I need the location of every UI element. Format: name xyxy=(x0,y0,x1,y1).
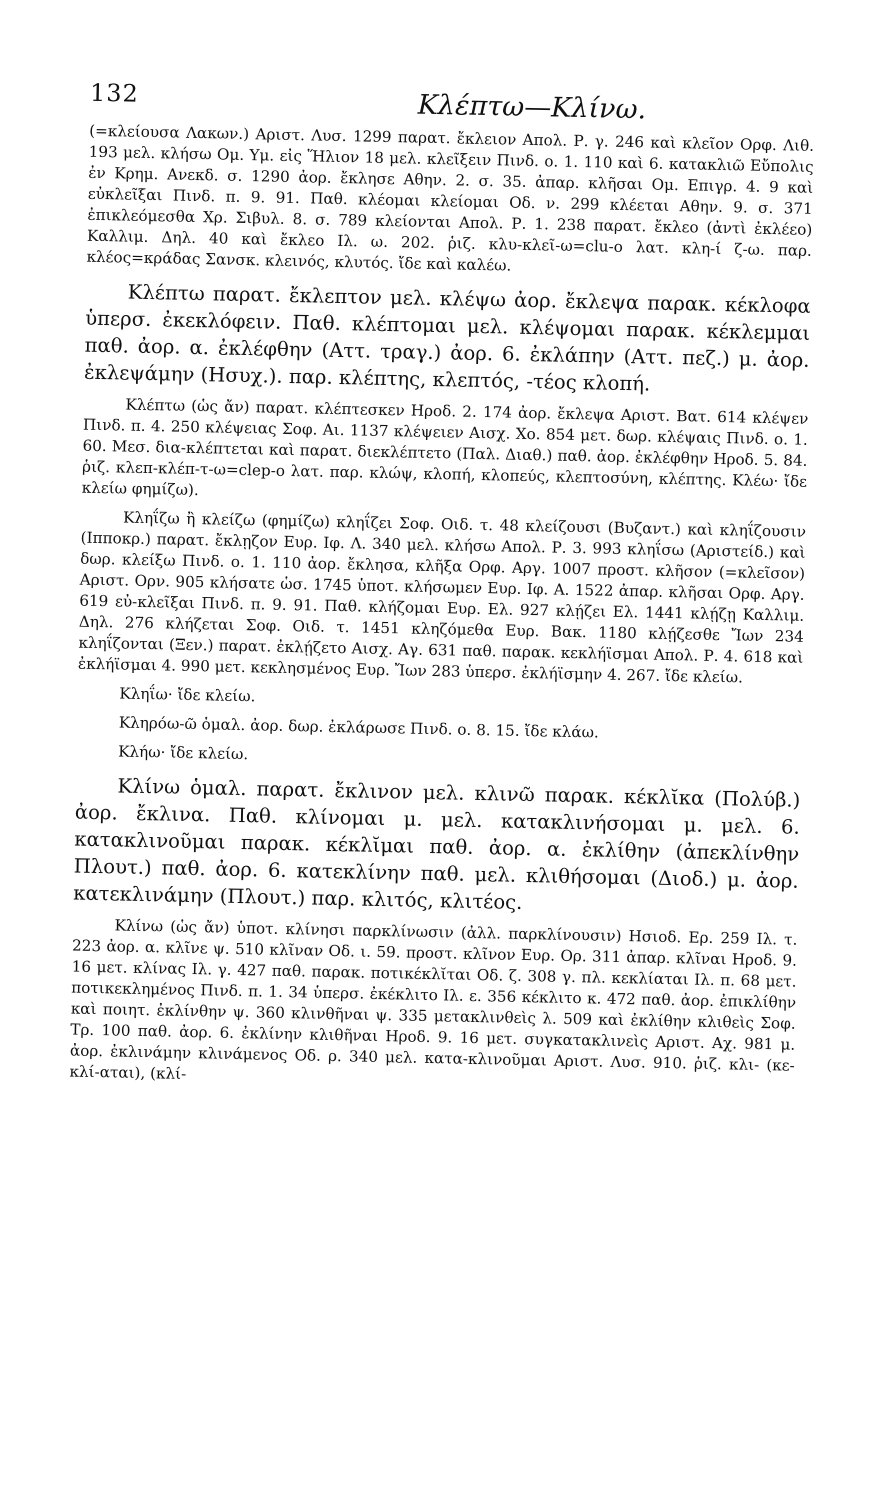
entry-kleroo: Κληρόω-ῶ ὁμαλ. ἀορ. δωρ. ἐκλάρωσε Πινδ. ο. 8. 15. ἴδε κλάω. xyxy=(118,713,600,742)
entry-kleio-continuation: (=κλείουσα Λακων.) Αριστ. Λυσ. 1299 παρατ. ἔκλειον Απολ. Ρ. γ. 246 καὶ κλεῖον Ορφ. Λιθ. 193 μελ. κλήσω Ομ. Υμ. εἰς Ἥλιον 18 μελ. κλεῖξειν Πινδ. ο. 1. 110 καὶ 6. κατακλιῶ Εὔπολις ἐν Κρημ. Ανεκδ. σ. 1290 ἀορ. ἔκλησε Αθην. 2. σ. 35. ἀπαρ. κλῆσαι Ομ. Επιγρ. 4. 9 καὶ εὐκλεῖξαι Πινδ. π. 9. 91. Παθ. κλέομαι κλείομαι Οδ. ν. 299 κλέεται Αθην. 9. σ. 371 ἐπικλεόμεσθα Χρ. Σιβυλ. 8. σ. 789 κλείονται Απολ. Ρ. 1. 238 παρατ. ἔκλεο (ἀντὶ ἐκλέεο) Καλλιμ. Δηλ. 40 καὶ ἔκλεο Ιλ. ω. 202. ῥιζ. κλυ-κλεῖ-ω=clu-o λατ. κλη-ί ζ-ω. παρ. κλέος=κράδας Σανσκ. κλεινός, κλυτός. ἴδε καὶ καλέω. xyxy=(86,121,815,275)
entry-kleo-ref: Κλήω· ἴδε κλείω. xyxy=(118,742,249,764)
entry-kleio-ref: Κληΐω· ἴδε κλείω. xyxy=(119,684,256,706)
running-head: Κλέπτω—Κλίνω. xyxy=(417,89,647,126)
entry-klepto-poetic: Κλέπτω (ὡς ἄν) παρατ. κλέπτεσκεν Ηροδ. 2. 174 ἀορ. ἔκλεψα Αριστ. Βατ. 614 κλέψεν Πινδ. π. 4. 250 κλέψειας Σοφ. Αι. 1137 κλέψειεν Αισχ. Χο. 854 μετ. δωρ. κλέψαις Πινδ. ο. 1. 60. Μεσ. δια-κλέπτεται καὶ παρατ. διεκλέπτετο (Παλ. Διαθ.) παθ. ἀορ. ἐκλέφθην Ηροδ. 5. 84. ῥιζ. κλεπ-κλέπ-τ-ω=clep-o λατ. παρ. κλώψ, κλοπή, κλοπεύς, κλεπτοσύνη, κλέπτης. Κλέω· ἴδε κλείω φημίζω). xyxy=(81,395,809,500)
page-number: 132 xyxy=(89,78,140,108)
entry-klino-poetic: Κλίνω (ὡς ἄν) ὑποτ. κλίνησι παρκλίνωσιν (ἀλλ. παρκλίνουσιν) Ησιοδ. Ερ. 259 Ιλ. τ. 223 ἀορ. α. κλῖνε ψ. 510 κλῖναν Οδ. ι. 59. προστ. κλῖνον Ευρ. Ορ. 311 ἀπαρ. κλῖναι Ηροδ. 9. 16 μετ. κλίνας Ιλ. γ. 427 παθ. παρακ. ποτικέκλῐται Οδ. ζ. 308 γ. πλ. κεκλίαται Ιλ. π. 68 μετ. ποτικεκλημένος Πινδ. π. 1. 34 ὑπερσ. ἐκέκλιτο Ιλ. ε. 356 κέκλιτο κ. 472 παθ. ἀορ. ἐπικλίθην καὶ ποιητ. ἐκλίνθην ψ. 360 κλινθῆναι ψ. 335 μετακλινθεὶς λ. 509 καὶ ἐκλίθην κλιθεὶς Σοφ. Τρ. 100 παθ. ἀορ. 6. ἐκλίνην κλιθῆναι Ηροδ. 9. 16 μετ. συγκατακλινεὶς Αριστ. Αχ. 981 μ. ἀορ. ἐκλινάμην κλινάμενος Οδ. ρ. 340 μελ. κατα-κλινοῦμαι Αριστ. Λυσ. 910. ῥιζ. κλι- (κε-κλί-αται), (κλί- xyxy=(69,916,798,1083)
entry-klino: Κλίνω ὁμαλ. παρατ. ἔκλινον μελ. κλινῶ παρακ. κέκλῐκα (Πολύβ.) ἀορ. ἔκλινα. Παθ. κλίνομαι μ. μελ. κατακλινήσομαι μ. μελ. 6. κατακλινοῦμαι παρακ. κέκλῐμαι παθ. ἀορ. α. ἐκλίθην (ἀπεκλίνθην Πλουτ.) παθ. ἀορ. 6. κατεκλίνην παθ. μελ. κλιθήσομαι (Διοδ.) μ. ἀορ. κατεκλινάμην (Πλουτ.) παρ. κλιτός, κλιτέος. xyxy=(72,774,801,914)
entry-klepto: Κλέπτω παρατ. ἔκλεπτον μελ. κλέψω ἀορ. ἔκλεψα παρακ. κέκλοφα ὑπερσ. ἐκεκλόφειν. Παθ. κλέπτομαι μελ. κλέψομαι παρακ. κέκλεμμαι παθ. ἀορ. α. ἐκλέφθην (Αττ. τραγ.) ἀορ. 6. ἐκλάπην (Αττ. πεζ.) μ. ἀορ. ἐκλεψάμην (Ησυχ.). παρ. κλέπτης, κλεπτός, -τέος κλοπή. xyxy=(83,280,811,396)
entry-kleizo: Κληΐζω ἢ κλείζω (φημίζω) κληΐζει Σοφ. Οιδ. τ. 48 κλείζουσι (Βυζαντ.) καὶ κληΐζουσιν (Ιπποκρ.) παρατ. ἔκλῃζον Ευρ. Ιφ. Λ. 340 μελ. κλήσω Απολ. Ρ. 3. 993 κληΐσω (Αριστείδ.) καὶ δωρ. κλείξω Πινδ. ο. 1. 110 ἀορ. ἔκλησα, κλῆξα Ορφ. Αργ. 1007 προστ. κλῆσον (=κλεῖσον) Αριστ. Ορν. 905 κλήσατε ὡσ. 1745 ὑποτ. κλήσωμεν Ευρ. Ιφ. Α. 1522 ἀπαρ. κλῆσαι Ορφ. Αργ. 619 εὐ-κλεῖξαι Πινδ. π. 9. 91. Παθ. κλήζομαι Ευρ. Ελ. 927 κλῄζει Ελ. 1441 κλῄζῃ Καλλιμ. Δηλ. 276 κλήζεται Σοφ. Οιδ. τ. 1451 κληζόμεθα Ευρ. Βακ. 1180 κλῄζεσθε Ἴων 234 κληΐζονται (Ξεν.) παρατ. ἐκλῄζετο Αισχ. Αγ. 631 παθ. παρακ. κεκλήϊσμαι Απολ. Ρ. 4. 618 καὶ ἐκλήϊσμαι 4. 990 μετ. κεκλησμένος Ευρ. Ἴων 283 ὑπερσ. ἐκλήϊσμην 4. 267. ἴδε κλείω. xyxy=(77,508,807,687)
